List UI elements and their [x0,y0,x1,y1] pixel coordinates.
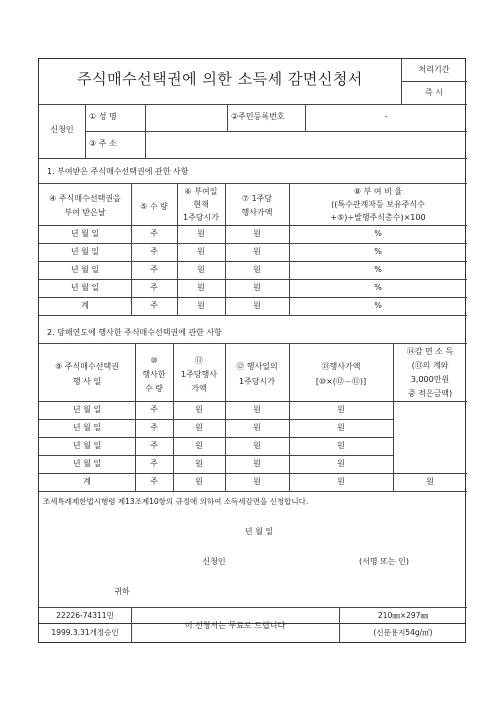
table-row[interactable]: 년 월 일 주 원 원 % [70,265,382,274]
name-label: ① 성 명 [89,112,117,121]
section2-title: 2. 당해연도에 행사한 주식매수선택권에 관한 사항 [47,328,222,337]
resident-id-label: ②주민등록번호 [231,112,285,121]
resident-id-dash: - [384,112,388,121]
s2-header-exercise-amount: ⑬행사가액 [⑩×(⑫－⑪)] [315,362,367,386]
s2-header-market-price: ⑫ 행사일의 1주당시가 [236,362,278,386]
address-field[interactable] [146,132,466,157]
address-label: ③ 주 소 [89,139,117,148]
s2-header-reduced-income: ⑭감 면 소 득 (⑬의 계와 3,000만원 중 적은금액) [406,347,454,398]
table-row[interactable]: 년 월 일 주 원 원 원 [72,441,345,450]
section1-title: 1. 부여받은 주식매수선택권에 관한 사항 [47,167,189,176]
applicant-label: 신청인 [50,125,74,134]
declaration-statement: 조세특례제한법시행령 제13조제10항의 규정에 의하여 소득세감면을 신청합니다. [43,497,309,506]
paper-type: (신문용지54g/㎡) [373,628,433,637]
processing-period-label: 처리기간 [418,65,450,74]
table-row[interactable]: 년 월 일 주 원 원 원 [72,423,345,432]
free-notice: 이 신청서는 무료로 드립니다 [184,621,286,630]
total-row: 계 주 원 원 원 원 [83,477,434,486]
form-title: 주식매수선택권에 의한 소득세 감면신청서 [77,70,363,88]
processing-period-value: 즉 시 [425,88,443,97]
s2-header-exercise-date: ⑨ 주식매수선택권 행 사 일 [55,362,119,386]
name-field[interactable] [146,105,226,130]
paper-size: 210㎜×297㎜ [378,611,428,620]
footer-extension [38,623,466,643]
addressee-label: 귀하 [114,587,130,596]
table-row[interactable]: 년 월 일 주 원 원 % [70,229,382,238]
table-row[interactable]: 년 월 일 주 원 원 원 [72,459,345,468]
s1-header-exercise-price: ⑦ 1주당 행사가액 [241,194,273,217]
table-row[interactable]: 년 월 일 주 원 원 % [70,283,382,292]
application-form [38,58,466,630]
table-row[interactable]: 년 월 일 주 원 원 원 [72,405,345,414]
approval-date: 1999.3.31개정승인 [51,628,119,637]
signature-field[interactable]: (서명 또는 인) [359,557,409,566]
s1-header-market-price: ⑥ 부여일 현재 1주당시가 [182,187,219,222]
s2-header-exercise-price: ⑪ 1주당행사 가액 [180,356,217,393]
declaration-date[interactable]: 년 월 일 [244,527,274,536]
form-code: 22226-74311민 [56,611,114,620]
declaration-applicant-label: 신청인 [202,557,226,566]
s1-header-quantity: ⑤ 수 량 [140,202,168,211]
table-row[interactable]: 년 월 일 주 원 원 % [70,247,382,256]
s2-header-quantity: ⑩ 행사한 수 량 [142,356,166,393]
total-row: 계 주 원 원 % [81,301,382,310]
s1-header-grant-date: ④ 주식매수선택권을 부여 받은날 [49,194,121,217]
s1-header-grant-ratio: ⑧ 부 여 비 율 ((특수관계자등 보유주식수 +⑤)÷발행주식총수)×100 [330,187,426,222]
